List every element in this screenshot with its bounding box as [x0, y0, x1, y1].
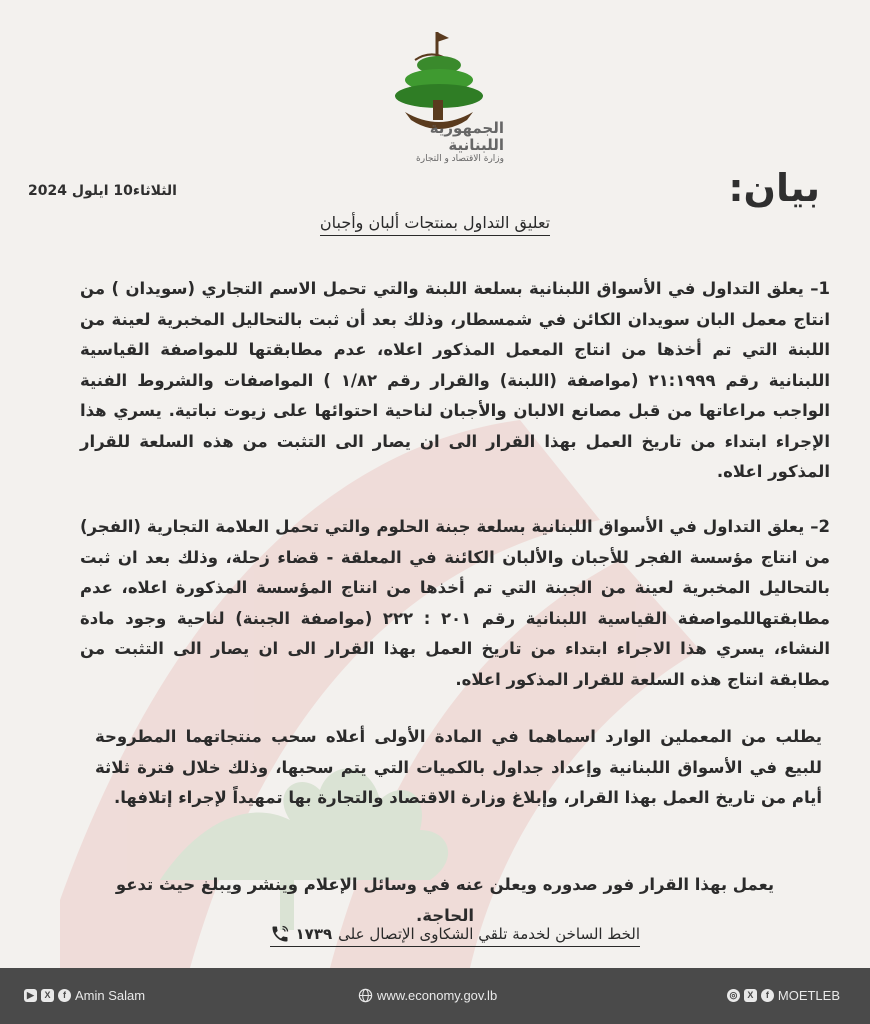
footer-handle: MOETLEB — [777, 988, 840, 1003]
phone-icon — [270, 924, 290, 944]
effective-paragraph: يعمل بهذا القرار فور صدوره ويعلن عنه في وسائل الإعلام وينشر ويبلغ حيث تدعو الحاجة. — [115, 875, 775, 925]
facebook-icon[interactable]: f — [761, 989, 774, 1002]
subject-line — [0, 213, 870, 236]
youtube-icon[interactable]: ▶ — [24, 989, 37, 1002]
hotline-number[interactable]: ١٧٣٩ — [295, 925, 333, 943]
footer-ministry-social[interactable] — [727, 988, 840, 1003]
footer-website[interactable] — [358, 988, 497, 1003]
globe-icon — [358, 988, 373, 1003]
footer-url[interactable]: www.economy.gov.lb — [377, 988, 498, 1003]
instagram-icon[interactable]: ◎ — [727, 989, 740, 1002]
x-twitter-icon[interactable]: X — [744, 989, 757, 1002]
republic-name: الجمهورية اللبنانية — [429, 119, 504, 154]
footer-bar — [0, 968, 870, 1024]
ministry-name: وزارة الاقتصاد و التجارة — [416, 154, 504, 164]
article-2: 2– يعلق التداول في الأسواق اللبنانية بسلعة جبنة الحلوم والتي تحمل العلامة التجارية (الفجر) من انتاج مؤسسة الفجر للأجبان والألبان الكائنة في المعلقة - قضاء زحلة، وذلك بعد ان ثبت بالتحاليل المخبرية لعينة من الجبنة التي تم أخذها من انتاج المؤسسة المذكورة اعلاه، عدم مطابقتهاللمواصفة القياسية اللبنانية رقم ٢٠١ : ٢٢٢ (مواصفة الجبنة) لناحية وجود مادة النشاء، يسري هذا الاجراء ابتداء من تاريخ العمل بهذا القرار الى ان يصار الى التثبت من مطابقة انتاج هذه السلعة للقرار المذكور اعلاه. — [80, 517, 830, 689]
footer-minister[interactable] — [24, 988, 145, 1003]
x-twitter-icon[interactable]: X — [41, 989, 54, 1002]
footer-minister-name: Amin Salam — [75, 988, 146, 1003]
article-1: 1– يعلق التداول في الأسواق اللبنانية بسلعة اللبنة والتي تحمل الاسم التجاري (سويدان ) من انتاج معمل البان سويدان الكائن في شمسطار، وذلك بعد أن ثبت بالتحاليل المخبرية لعينة من اللبنة التي تم أخذها من انتاج المعمل المذكور اعلاه، عدم مطابقتها للمواصفة القياسية اللبنانية رقم ٢١:١٩٩٩ (مواصفة (اللبنة) والقرار رقم ١/٨٢ ) المواصفات والشروط الفنية الواجب مراعاتها من قبل مصانع الالبان والأجبان لناحية احتوائها على زيوت نباتية. يسري هذا الإجراء ابتداء من تاريخ العمل بهذا القرار الى ان يصار الى التثبت من هذه السلعة للقرار المذكور اعلاه. — [80, 279, 830, 481]
statement-heading: بيان: — [728, 166, 820, 210]
hotline-text: الخط الساخن لخدمة تلقي الشكاوى الإتصال على — [338, 925, 640, 943]
ministry-name-block — [380, 120, 504, 165]
facebook-icon[interactable]: f — [58, 989, 71, 1002]
hotline — [270, 924, 640, 947]
withdrawal-paragraph: يطلب من المعملين الوارد اسماهما في المادة الأولى أعلاه سحب منتجاتهما المطروحة للبيع في الأسواق اللبنانية وإعداد جداول بالكميات التي يتم سحبها، وذلك خلال فترة ثلاثة أيام من تاريخ العمل بهذا القرار، وإبلاغ وزارة الاقتصاد والتجارة بها تمهيداً لإجراء إتلافها. — [95, 727, 822, 807]
subject-text: تعليق التداول بمنتجات ألبان وأجبان — [320, 213, 550, 236]
statement-date: الثلاثاء10 ايلول 2024 — [28, 183, 177, 199]
